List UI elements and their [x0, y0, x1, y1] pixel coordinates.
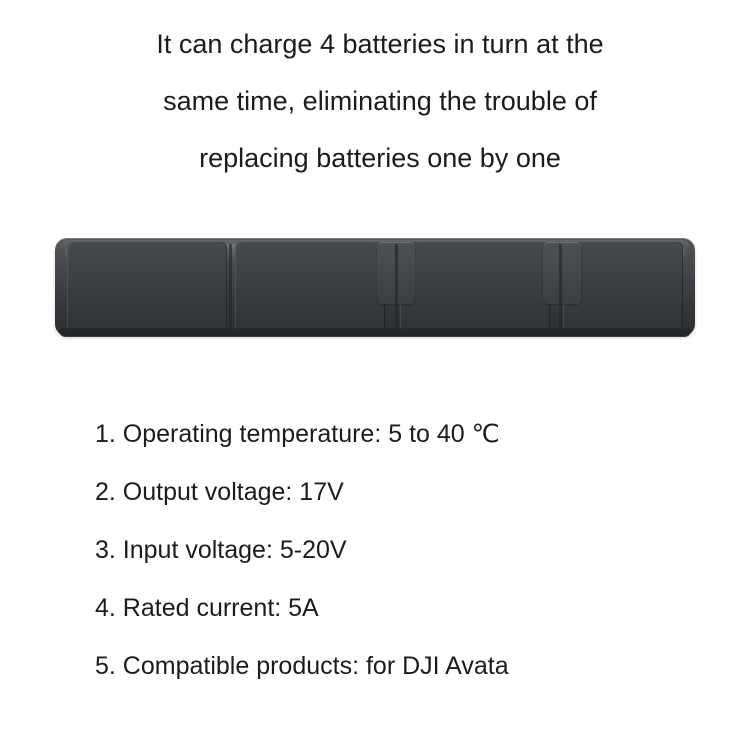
bay-seam-2 — [395, 244, 398, 330]
headline-block — [60, 16, 700, 187]
spec-item-input-voltage: 3. Input voltage: 5-20V — [95, 536, 347, 564]
spec-item-rated-current: 4. Rated current: 5A — [95, 594, 319, 622]
battery-bay-4 — [563, 242, 683, 332]
battery-bay-3 — [400, 242, 550, 332]
battery-bay-1 — [67, 242, 227, 332]
headline-line-1: It can charge 4 batteries in turn at the — [156, 29, 604, 59]
bay-seam-3 — [559, 244, 562, 330]
spec-item-compatible-products: 5. Compatible products: for DJI Avata — [95, 652, 509, 680]
battery-bay-2 — [235, 242, 385, 332]
headline-line-3: replacing batteries one by one — [199, 143, 561, 173]
spec-list — [95, 405, 695, 695]
product-image-charging-hub — [55, 238, 695, 338]
spec-item-operating-temperature: 1. Operating temperature: 5 to 40 ℃ — [95, 420, 500, 448]
spec-item-output-voltage: 2. Output voltage: 17V — [95, 478, 344, 506]
bay-divider-notch-2 — [543, 242, 581, 304]
bay-seam-1 — [229, 244, 232, 330]
hub-bottom-edge — [59, 328, 691, 337]
headline-line-2: same time, eliminating the trouble of — [163, 86, 597, 116]
